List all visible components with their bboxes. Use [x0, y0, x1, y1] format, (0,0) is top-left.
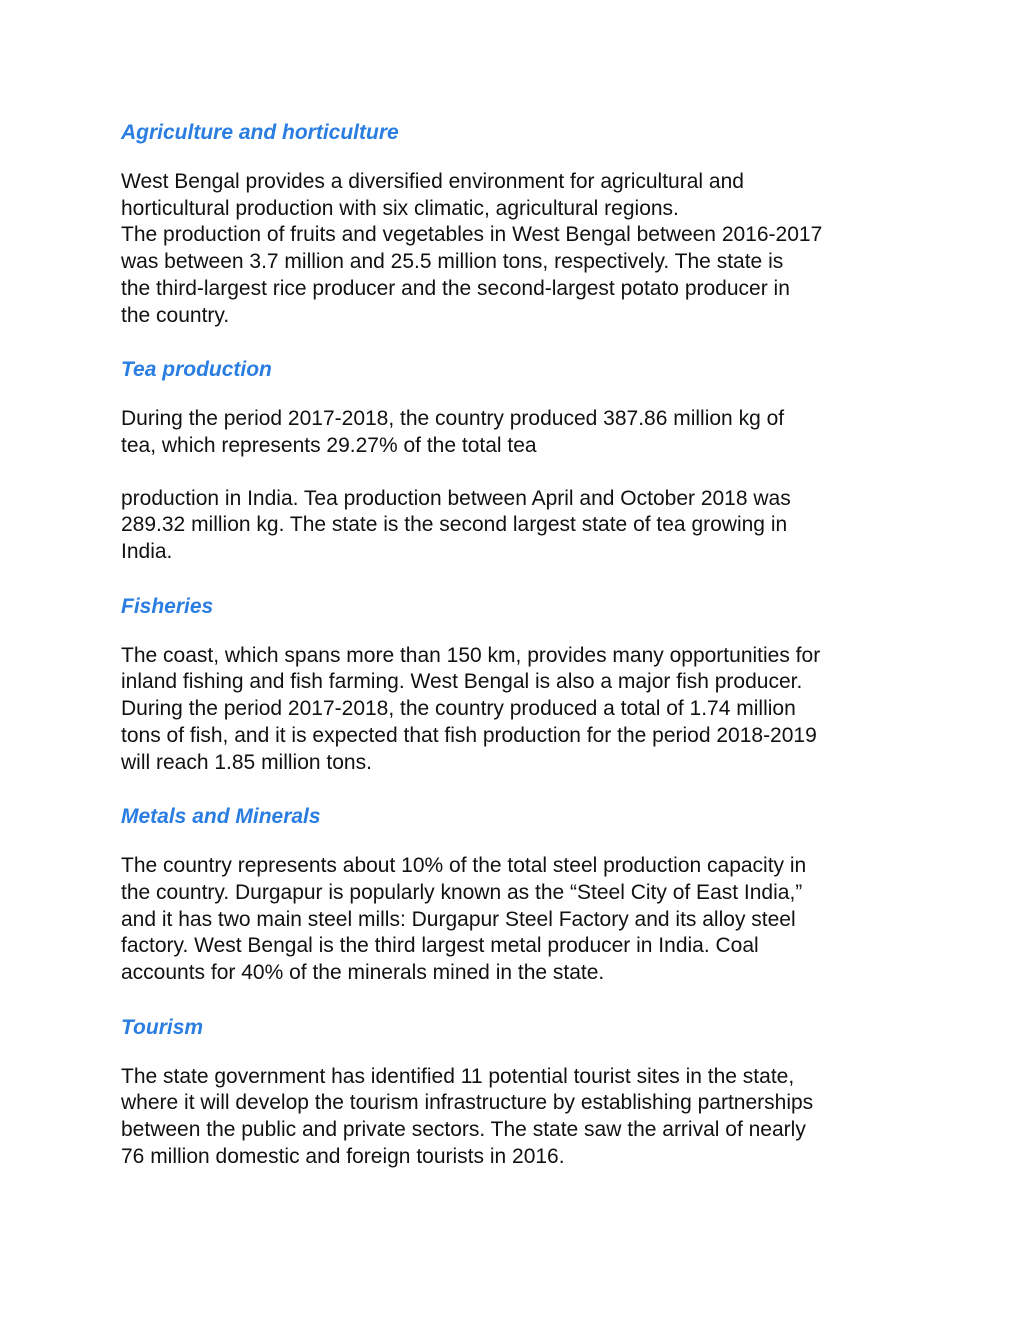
paragraph-agriculture	[121, 169, 921, 329]
text-line: factory. West Bengal is the third largest metal producer in India. Coal	[121, 934, 759, 958]
text-line: the third-largest rice producer and the second-largest potato producer in	[121, 276, 790, 300]
paragraph-tea-2	[121, 486, 921, 566]
text-line: 289.32 million kg. The state is the second largest state of tea growing in	[121, 513, 788, 537]
text-line: was between 3.7 million and 25.5 million tons, respectively. The state is	[121, 250, 784, 274]
paragraph-tea-1	[121, 406, 921, 459]
text-line: the country. Durgapur is popularly known as the “Steel City of East India,”	[121, 880, 803, 904]
text-line: During the period 2017-2018, the country produced a total of 1.74 million	[121, 697, 796, 721]
text-line: The production of fruits and vegetables in West Bengal between 2016-2017	[121, 223, 823, 247]
text-line: will reach 1.85 million tons.	[121, 750, 372, 774]
paragraph-tourism	[121, 1064, 921, 1171]
section-heading-tea: Tea production	[121, 358, 272, 382]
text-line: inland fishing and fish farming. West Bengal is also a major fish producer.	[121, 670, 803, 694]
text-line: between the public and private sectors. The state saw the arrival of nearly	[121, 1118, 806, 1142]
text-line: During the period 2017-2018, the country produced 387.86 million kg of	[121, 407, 785, 431]
section-heading-metals: Metals and Minerals	[121, 805, 321, 829]
paragraph-metals	[121, 853, 921, 987]
text-line: the country.	[121, 303, 230, 327]
text-line: tons of fish, and it is expected that fish production for the period 2018-2019	[121, 723, 817, 747]
text-line: The coast, which spans more than 150 km, provides many opportunities for	[121, 643, 821, 667]
text-line: and it has two main steel mills: Durgapur Steel Factory and its alloy steel	[121, 907, 796, 931]
section-heading-agriculture: Agriculture and horticulture	[121, 121, 399, 144]
paragraph-fisheries	[121, 643, 921, 777]
text-line: The state government has identified 11 potential tourist sites in the state,	[121, 1064, 795, 1088]
text-line: The country represents about 10% of the total steel production capacity in	[121, 854, 807, 878]
text-line: production in India. Tea production between April and October 2018 was	[121, 486, 791, 510]
text-line: horticultural production with six climatic, agricultural regions.	[121, 196, 679, 220]
text-line: accounts for 40% of the minerals mined in the state.	[121, 961, 605, 985]
section-heading-fisheries: Fisheries	[121, 594, 214, 618]
text-line: India.	[121, 540, 173, 564]
section-heading-tourism: Tourism	[121, 1015, 204, 1039]
document-page	[121, 118, 921, 1171]
text-line: tea, which represents 29.27% of the total tea	[121, 433, 537, 457]
text-line: 76 million domestic and foreign tourists in 2016.	[121, 1144, 565, 1168]
text-line: where it will develop the tourism infrastructure by establishing partnerships	[121, 1091, 814, 1115]
text-line: West Bengal provides a diversified environment for agricultural and	[121, 170, 744, 193]
